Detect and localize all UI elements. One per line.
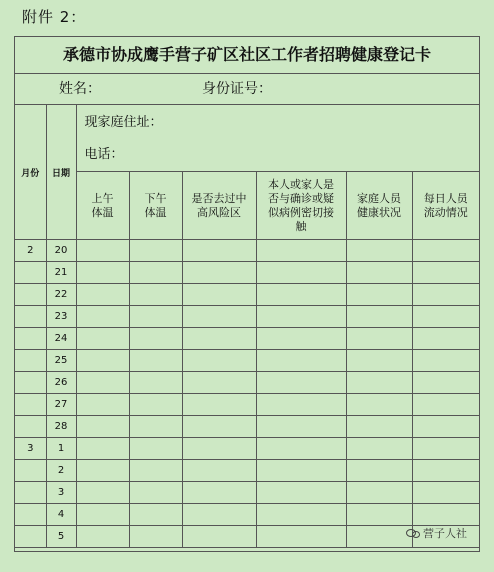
entry-cell[interactable]: [346, 240, 412, 262]
attachment-label: 附件 2：: [22, 8, 87, 26]
entry-cell[interactable]: [182, 328, 256, 350]
entry-cell[interactable]: [182, 240, 256, 262]
watermark: [406, 525, 467, 541]
column-header-line: 触: [295, 219, 307, 233]
entry-cell[interactable]: [256, 460, 346, 482]
month-cell: [15, 482, 46, 504]
entry-cell[interactable]: [412, 306, 479, 328]
entry-cell[interactable]: [76, 350, 129, 372]
month-cell: [15, 416, 46, 438]
table-row: [15, 416, 479, 438]
entry-cell[interactable]: [129, 526, 182, 548]
table-row: [15, 394, 479, 416]
entry-cell[interactable]: [182, 372, 256, 394]
health-table: [15, 105, 479, 548]
entry-cell[interactable]: [346, 328, 412, 350]
day-header: 日期: [46, 105, 76, 240]
entry-cell[interactable]: [256, 526, 346, 548]
entry-cell[interactable]: [256, 284, 346, 306]
entry-cell[interactable]: [129, 504, 182, 526]
entry-cell[interactable]: [76, 460, 129, 482]
entry-cell[interactable]: [129, 284, 182, 306]
entry-cell[interactable]: [256, 504, 346, 526]
entry-cell[interactable]: [76, 482, 129, 504]
entry-cell[interactable]: [256, 328, 346, 350]
entry-cell[interactable]: [412, 328, 479, 350]
name-label: 姓名：: [59, 81, 101, 97]
entry-cell[interactable]: [346, 460, 412, 482]
entry-cell[interactable]: [346, 526, 412, 548]
month-cell: [15, 372, 46, 394]
entry-cell[interactable]: [346, 438, 412, 460]
month-cell: [15, 284, 46, 306]
month-cell: [15, 306, 46, 328]
month-cell: [15, 328, 46, 350]
entry-cell[interactable]: [412, 504, 479, 526]
month-cell: [15, 460, 46, 482]
day-cell: 24: [46, 328, 76, 350]
entry-cell[interactable]: [412, 284, 479, 306]
column-header-line: 是否去过中: [191, 191, 247, 205]
column-header-line: 下午: [144, 191, 167, 205]
column-header-line: 体温: [91, 205, 114, 219]
column-header: [182, 172, 256, 240]
entry-cell[interactable]: [76, 526, 129, 548]
entry-cell[interactable]: [76, 306, 129, 328]
entry-cell[interactable]: [346, 306, 412, 328]
entry-cell[interactable]: [182, 526, 256, 548]
month-header: 月份: [15, 105, 46, 240]
table-row: [15, 372, 479, 394]
column-header-line: 本人或家人是: [268, 177, 334, 191]
day-cell: 22: [46, 284, 76, 306]
column-header: [76, 172, 129, 240]
day-cell: 27: [46, 394, 76, 416]
entry-cell[interactable]: [256, 306, 346, 328]
entry-cell[interactable]: [76, 262, 129, 284]
entry-cell[interactable]: [182, 394, 256, 416]
table-row: [15, 460, 479, 482]
day-cell: 1: [46, 438, 76, 460]
entry-cell[interactable]: [346, 350, 412, 372]
table-row: [15, 306, 479, 328]
entry-cell[interactable]: [129, 350, 182, 372]
address-label: 现家庭住址：: [84, 115, 163, 130]
entry-cell[interactable]: [346, 284, 412, 306]
table-row: [15, 438, 479, 460]
day-cell: 5: [46, 526, 76, 548]
contact-cell: [76, 105, 479, 172]
entry-cell[interactable]: [256, 416, 346, 438]
entry-cell[interactable]: [129, 372, 182, 394]
wechat-icon: [406, 528, 420, 538]
form-title: 承德市协成鹰手营子矿区社区工作者招聘健康登记卡: [15, 37, 479, 74]
entry-cell[interactable]: [76, 504, 129, 526]
month-cell: 2: [15, 240, 46, 262]
entry-cell[interactable]: [256, 394, 346, 416]
entry-cell[interactable]: [129, 328, 182, 350]
phone-label: 电话：: [84, 147, 124, 162]
table-row: [15, 262, 479, 284]
column-header-line: 上午: [91, 191, 114, 205]
entry-cell[interactable]: [412, 460, 479, 482]
column-header: [412, 172, 479, 240]
column-header-line: 高风险区: [197, 205, 241, 219]
column-header-line: 似病例密切接: [268, 205, 334, 219]
entry-cell[interactable]: [76, 328, 129, 350]
day-cell: 2: [46, 460, 76, 482]
entry-cell[interactable]: [412, 350, 479, 372]
column-header-line: 家庭人员: [357, 191, 401, 205]
health-registration-card: [14, 36, 480, 552]
column-header-line: 健康状况: [357, 205, 401, 219]
table-row: [15, 240, 479, 262]
entry-cell[interactable]: [256, 372, 346, 394]
id-number-label: 身份证号：: [202, 81, 272, 97]
day-cell: 25: [46, 350, 76, 372]
entry-cell[interactable]: [412, 416, 479, 438]
day-cell: 4: [46, 504, 76, 526]
entry-cell[interactable]: [182, 262, 256, 284]
table-row: [15, 504, 479, 526]
column-header-line: 否与确诊或疑: [268, 191, 334, 205]
table-row: [15, 482, 479, 504]
table-row: [15, 350, 479, 372]
entry-cell[interactable]: [412, 262, 479, 284]
entry-cell[interactable]: [129, 240, 182, 262]
entry-cell[interactable]: [182, 350, 256, 372]
day-cell: 28: [46, 416, 76, 438]
entry-cell[interactable]: [76, 284, 129, 306]
entry-cell[interactable]: [346, 504, 412, 526]
month-cell: [15, 262, 46, 284]
entry-cell[interactable]: [256, 438, 346, 460]
column-header-line: 每日人员: [423, 191, 468, 205]
entry-cell[interactable]: [182, 460, 256, 482]
day-cell: 26: [46, 372, 76, 394]
entry-cell[interactable]: [256, 482, 346, 504]
entry-cell[interactable]: [129, 394, 182, 416]
column-header: [256, 172, 346, 240]
column-header-line: 流动情况: [423, 205, 468, 219]
entry-cell[interactable]: [182, 504, 256, 526]
entry-cell[interactable]: [76, 438, 129, 460]
entry-cell[interactable]: [182, 284, 256, 306]
entry-cell[interactable]: [346, 394, 412, 416]
entry-cell[interactable]: [129, 306, 182, 328]
month-cell: 3: [15, 438, 46, 460]
column-header: [346, 172, 412, 240]
entry-cell[interactable]: [76, 240, 129, 262]
entry-cell[interactable]: [412, 394, 479, 416]
entry-cell[interactable]: [412, 438, 479, 460]
day-cell: 23: [46, 306, 76, 328]
entry-cell[interactable]: [256, 350, 346, 372]
entry-cell[interactable]: [129, 438, 182, 460]
entry-cell[interactable]: [346, 416, 412, 438]
day-cell: 20: [46, 240, 76, 262]
entry-cell[interactable]: [412, 372, 479, 394]
month-cell: [15, 394, 46, 416]
watermark-text: 营子人社: [423, 527, 467, 540]
entry-cell[interactable]: [182, 438, 256, 460]
entry-cell[interactable]: [346, 372, 412, 394]
entry-cell[interactable]: [182, 416, 256, 438]
column-header: [129, 172, 182, 240]
entry-cell[interactable]: [256, 240, 346, 262]
entry-cell[interactable]: [182, 482, 256, 504]
table-row: [15, 284, 479, 306]
entry-cell[interactable]: [182, 306, 256, 328]
day-cell: 3: [46, 482, 76, 504]
column-header-row: [15, 172, 479, 240]
month-cell: [15, 504, 46, 526]
entry-cell[interactable]: [76, 416, 129, 438]
table-row: [15, 328, 479, 350]
entry-cell[interactable]: [412, 240, 479, 262]
month-cell: [15, 350, 46, 372]
entry-cell[interactable]: [76, 372, 129, 394]
entry-cell[interactable]: [256, 262, 346, 284]
entry-cell[interactable]: [129, 416, 182, 438]
entry-cell[interactable]: [346, 262, 412, 284]
column-header-line: 体温: [144, 205, 167, 219]
entry-cell[interactable]: [76, 394, 129, 416]
month-cell: [15, 526, 46, 548]
day-cell: 21: [46, 262, 76, 284]
entry-cell[interactable]: [346, 482, 412, 504]
entry-cell[interactable]: [412, 482, 479, 504]
entry-cell[interactable]: [129, 482, 182, 504]
entry-cell[interactable]: [129, 460, 182, 482]
identity-row: [15, 74, 479, 105]
entry-cell[interactable]: [129, 262, 182, 284]
